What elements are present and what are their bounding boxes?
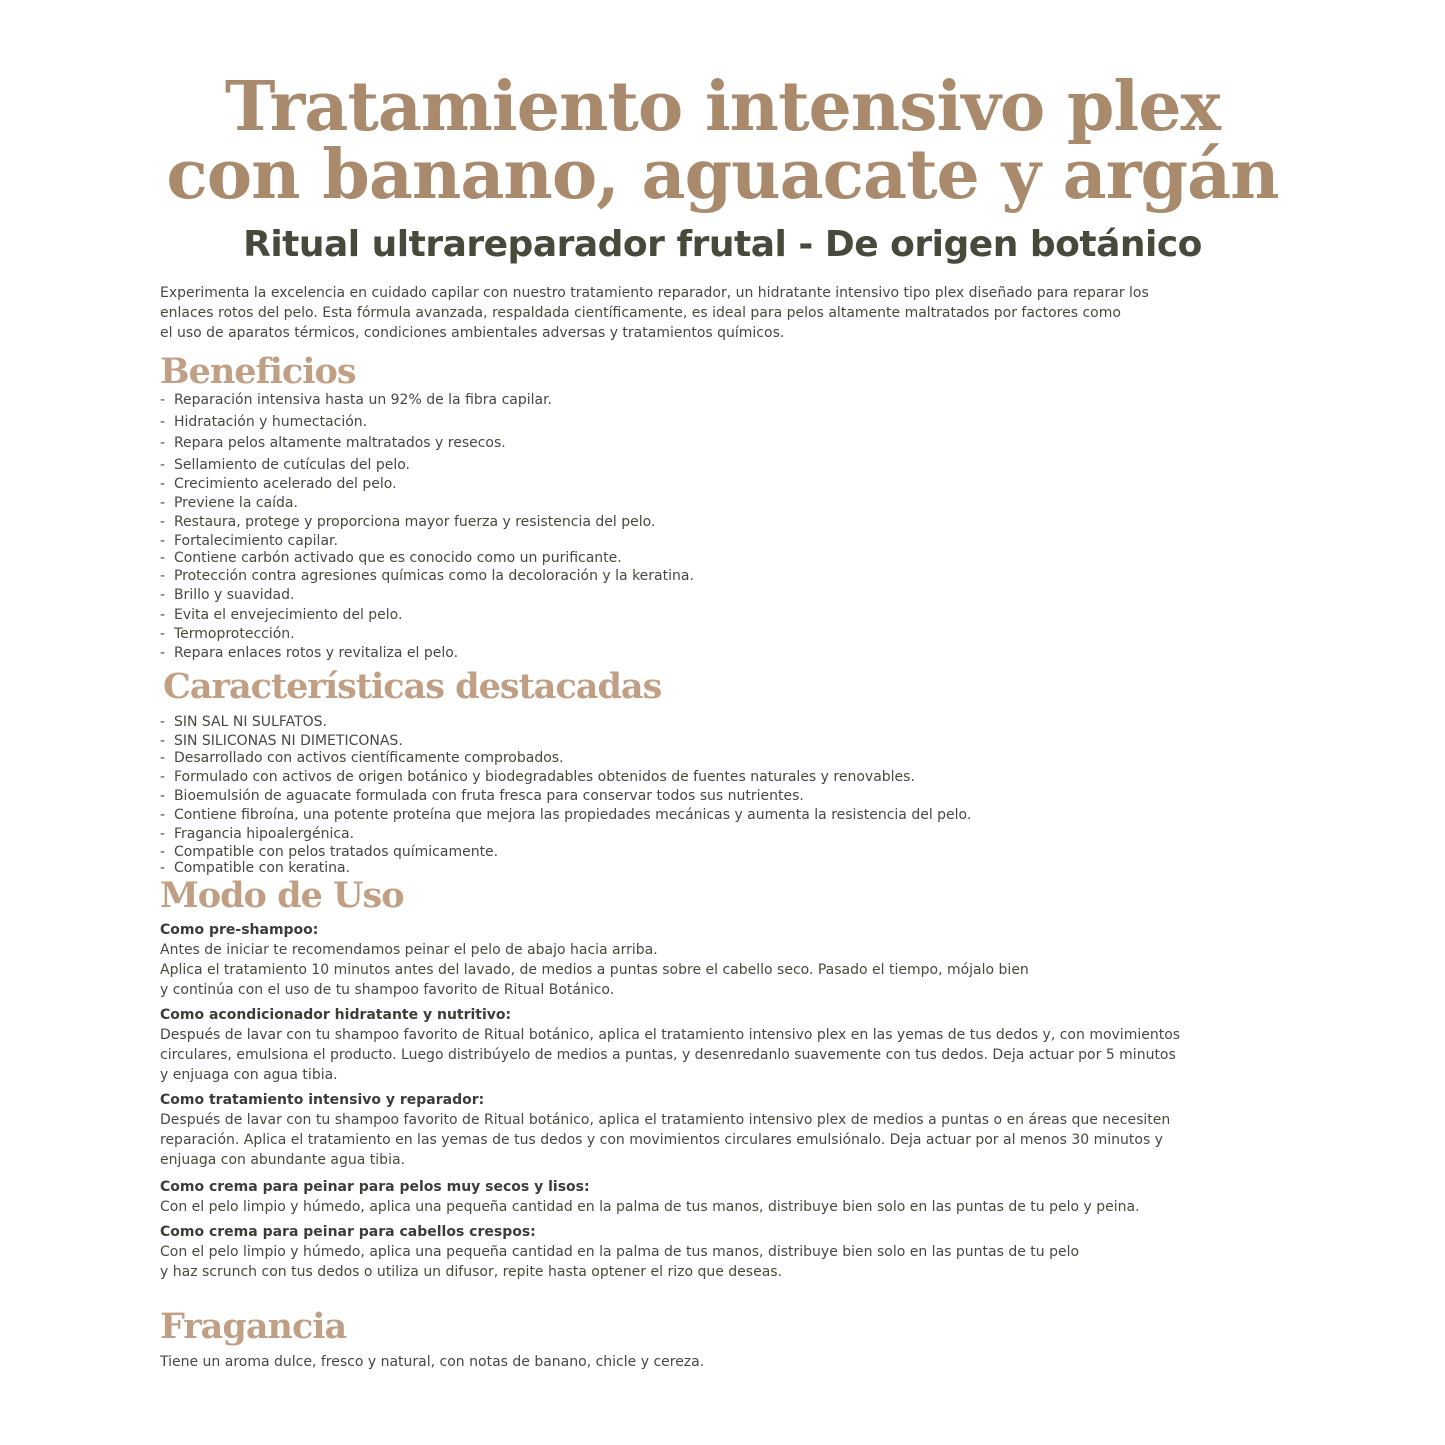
usage-styling-cream-straight <box>160 1177 1290 1217</box>
usage-line: Después de lavar con tu shampoo favorito de Ritual botánico, aplica el tratamiento intensivo plex en las yemas de tus dedos y, con movimientos <box>160 1027 1181 1043</box>
intro-line: enlaces rotos del pelo. Esta fórmula avanzada, respaldada científicamente, es ideal para pelos altamente maltratados por factores como <box>160 305 1121 321</box>
list-item: - Formulado con activos de origen botánico y biodegradables obtenidos de fuentes naturales y renovables. <box>160 768 971 787</box>
usage-line: Con el pelo limpio y húmedo, aplica una pequeña cantidad en la palma de tus manos, distribuye bien solo en las puntas de tu pelo <box>160 1244 1080 1260</box>
list-item: - SIN SILICONAS NI DIMETICONAS. <box>160 732 971 751</box>
usage-subheading: Como acondicionador hidratante y nutritivo: <box>160 1007 512 1023</box>
list-item: - Crecimiento acelerado del pelo. <box>160 475 694 494</box>
list-item: - Repara pelos altamente maltratados y resecos. <box>160 434 694 453</box>
usage-line: Después de lavar con tu shampoo favorito de Ritual botánico, aplica el tratamiento intensivo plex de medios a puntas o en áreas que necesiten <box>160 1112 1171 1128</box>
list-item: - Restaura, protege y proporciona mayor fuerza y resistencia del pelo. <box>160 513 694 532</box>
usage-line: y continúa con el uso de tu shampoo favorito de Ritual Botánico. <box>160 982 615 998</box>
list-item: - Reparación intensiva hasta un 92% de la fibra capilar. <box>160 391 694 410</box>
fragrance-heading: Fragancia <box>160 1306 347 1347</box>
features-heading: Características destacadas <box>163 666 662 707</box>
usage-subheading: Como pre-shampoo: <box>160 922 319 938</box>
list-item: - SIN SAL NI SULFATOS. <box>160 713 971 732</box>
intro-paragraph <box>160 283 1270 343</box>
page-title-line-2: con banano, aguacate y argán <box>166 135 1279 215</box>
usage-intensive-treatment <box>160 1090 1290 1170</box>
usage-line: Antes de iniciar te recomendamos peinar el pelo de abajo hacia arriba. <box>160 942 658 958</box>
usage-conditioner <box>160 1005 1290 1085</box>
list-item: - Protección contra agresiones químicas como la decoloración y la keratina. <box>160 567 694 586</box>
list-item: - Sellamiento de cutículas del pelo. <box>160 456 694 475</box>
list-item: - Hidratación y humectación. <box>160 413 694 432</box>
usage-subheading: Como crema para peinar para cabellos crespos: <box>160 1224 536 1240</box>
page-title-line-1: Tratamiento intensivo plex <box>224 67 1221 147</box>
list-item: - Bioemulsión de aguacate formulada con fruta fresca para conservar todos sus nutrientes. <box>160 787 971 806</box>
fragrance-description: Tiene un aroma dulce, fresco y natural, con notas de banano, chicle y cereza. <box>160 1354 705 1370</box>
list-item: - Contiene carbón activado que es conocido como un purificante. <box>160 549 694 568</box>
list-item: - Compatible con pelos tratados químicamente. <box>160 843 971 862</box>
usage-heading: Modo de Uso <box>160 875 404 916</box>
usage-subheading: Como crema para peinar para pelos muy secos y lisos: <box>160 1179 590 1195</box>
usage-line: reparación. Aplica el tratamiento en las yemas de tus dedos y con movimientos circulares emulsiónalo. Deja actuar por al menos 30 minutos y <box>160 1132 1163 1148</box>
usage-line: enjuaga con abundante agua tibia. <box>160 1152 405 1168</box>
usage-pre-shampoo <box>160 920 1290 1000</box>
intro-line: Experimenta la excelencia en cuidado capilar con nuestro tratamiento reparador, un hidratante intensivo tipo plex diseñado para reparar los <box>160 285 1149 301</box>
usage-styling-cream-curly <box>160 1222 1290 1282</box>
list-item: - Fragancia hipoalergénica. <box>160 825 971 844</box>
usage-line: Aplica el tratamiento 10 minutos antes del lavado, de medios a puntas sobre el cabello seco. Pasado el tiempo, mójalo bien <box>160 962 1029 978</box>
list-item: - Previene la caída. <box>160 494 694 513</box>
usage-line: circulares, emulsiona el producto. Luego distribúyelo de medios a puntas, y desenredanlo suavemente con tus dedos. Deja actuar por 5 minutos <box>160 1047 1176 1063</box>
intro-line: el uso de aparatos térmicos, condiciones ambientales adversas y tratamientos químicos. <box>160 325 785 341</box>
usage-subheading: Como tratamiento intensivo y reparador: <box>160 1092 485 1108</box>
list-item: - Repara enlaces rotos y revitaliza el pelo. <box>160 644 694 663</box>
list-item: - Desarrollado con activos científicamente comprobados. <box>160 749 971 768</box>
usage-line: Con el pelo limpio y húmedo, aplica una pequeña cantidad en la palma de tus manos, distribuye bien solo en las puntas de tu pelo y peina. <box>160 1199 1140 1215</box>
list-item: - Fortalecimiento capilar. <box>160 532 694 551</box>
page-subtitle: Ritual ultrareparador frutal - De origen botánico <box>243 224 1202 265</box>
list-item: - Evita el envejecimiento del pelo. <box>160 606 694 625</box>
list-item: - Termoprotección. <box>160 625 694 644</box>
benefits-list <box>160 391 694 663</box>
list-item: - Compatible con keratina. <box>160 859 971 878</box>
usage-line: y haz scrunch con tus dedos o utiliza un difusor, repite hasta optener el rizo que deseas. <box>160 1264 783 1280</box>
usage-line: y enjuaga con agua tibia. <box>160 1067 338 1083</box>
benefits-heading: Beneficios <box>160 351 356 392</box>
list-item: - Contiene fibroína, una potente proteína que mejora las propiedades mecánicas y aumenta la resistencia del pelo. <box>160 806 971 825</box>
features-list <box>160 713 971 878</box>
list-item: - Brillo y suavidad. <box>160 586 694 605</box>
